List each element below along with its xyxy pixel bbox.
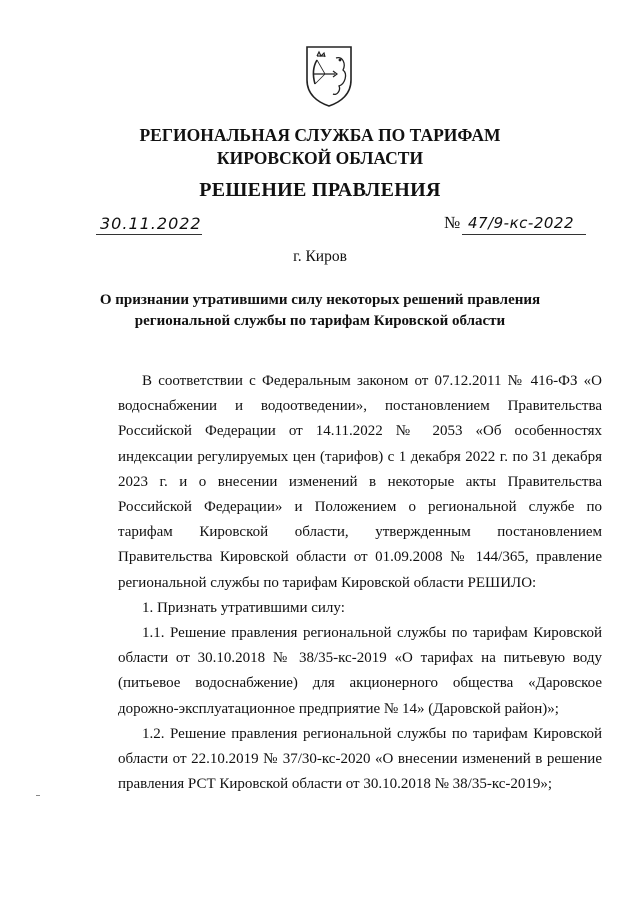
decision-subject (0, 290, 640, 332)
subject-line-1: О признании утратившими силу некоторых решений правления (99, 292, 541, 308)
document-type-title: РЕШЕНИЕ ПРАВЛЕНИЯ (199, 179, 441, 201)
coat-of-arms-emblem (303, 44, 355, 108)
preamble-paragraph: В соответствии с Федеральным законом от 07.12.2011 № 416-ФЗ «О водоснабжении и водоотведении», постановлением Правительства Российской Федерации от 14.11.2022 № 2053 «Об особенностях индексации регулируемых цен (тарифов) с 1 декабря 2022 г. по 31 декабря 2023 г. и о внесении изменений в некоторые акты Правительства Российской Федерации» и Положением о региональной службе по тарифам Кировской области, утвержденным постановлением Правительства Кировской области от 01.09.2008 № 144/365, правление региональной службы по тарифам Кировской области РЕШИЛО: (118, 373, 602, 591)
document-body (118, 369, 602, 797)
organization-name-line-2: КИРОВСКОЙ ОБЛАСТИ (216, 148, 424, 168)
date-underline (96, 234, 202, 235)
clause-1: 1. Признать утратившими силу: (142, 599, 345, 616)
number-label: № (444, 213, 461, 232)
city-name: г. Киров (293, 248, 347, 265)
subject-line-2: региональной службы по тарифам Кировской области (134, 313, 506, 329)
clause-1-2: 1.2. Решение правления региональной службы по тарифам Кировской области от 22.10.2019 № 37/30-кс-2020 «О внесении изменений в решение правления РСТ Кировской области от 30.10.2018 № 38/35-кс-2019»; (118, 725, 602, 793)
organization-name-line-1: РЕГИОНАЛЬНАЯ СЛУЖБА ПО ТАРИФАМ (139, 125, 501, 145)
organization-name (0, 124, 640, 170)
margin-mark (36, 795, 40, 796)
decision-date: 30.11.2022 (100, 214, 202, 233)
number-underline (462, 234, 586, 235)
decision-number: 47/9-кс-2022 (468, 214, 574, 232)
clause-1-1: 1.1. Решение правления региональной службы по тарифам Кировской области от 30.10.2018 № 38/35-кс-2019 «О тарифах на питьевую воду (питьевое водоснабжение) для акционерного общества «Даровское дорожно-эксплуатационное предприятие № 14» (Даровской район)»; (118, 625, 602, 717)
